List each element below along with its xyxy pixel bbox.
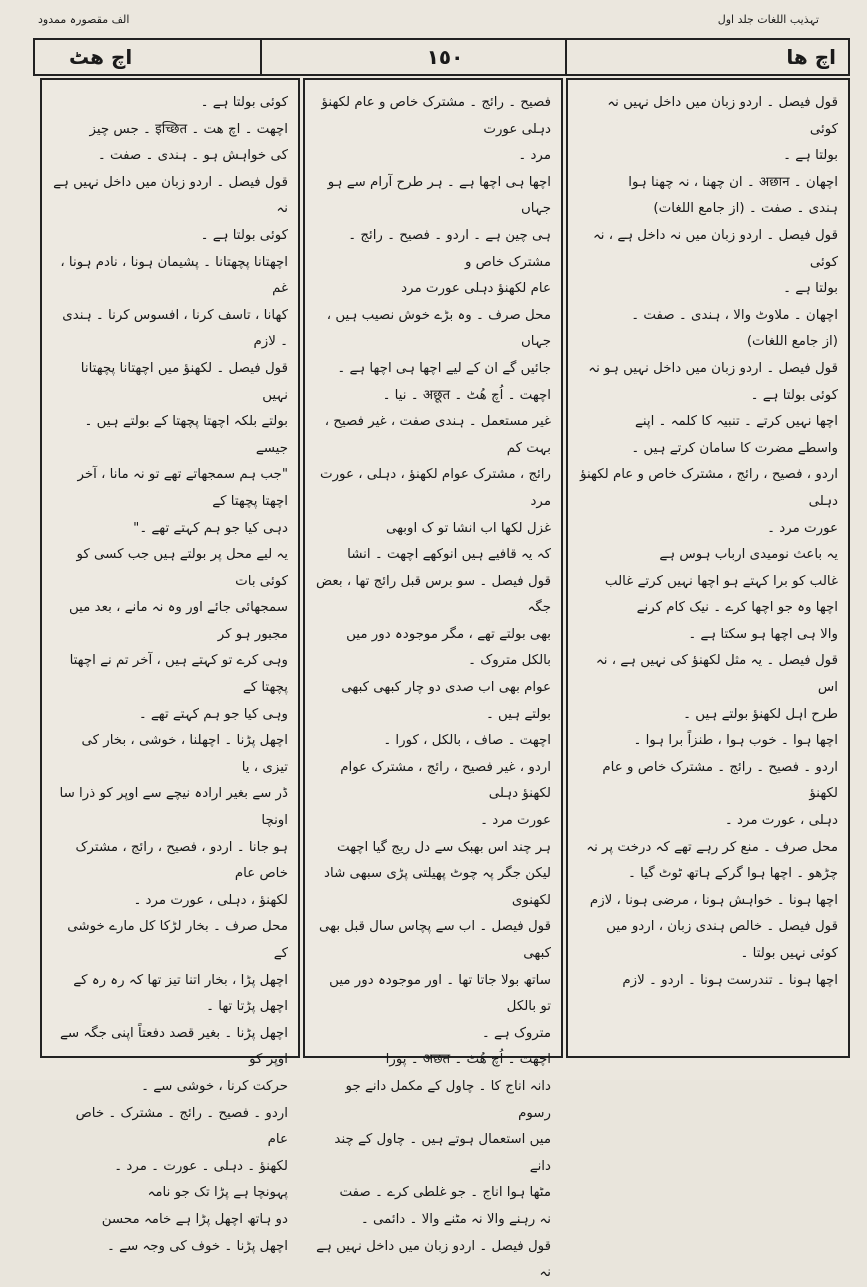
header-divider-left [260, 40, 262, 74]
header-left-word: اچ ھٹ [69, 45, 133, 69]
column-middle [303, 78, 563, 1281]
header-divider-right [565, 40, 567, 74]
column-right-text: قول فیصل ۔ اردو زبان میں داخل نہیں نہ کوئی بولتا ہے ۔ اچھان ۔ अछान ۔ ان چھنا ، نہ چھنا ہوا ہندی ۔ صفت ۔ (از جامع اللغات) قول فیصل ۔ اردو زبان میں نہ داخل ہے ، نہ کوئی بولتا ہے ۔ اچھان ۔ ملاوٹ والا ، ہندی ۔ صفت ۔ (از جامع اللغات) قول فیصل ۔ اردو زبان میں داخل نہیں ہو نہ کوئی بولتا ہے ۔ اچھا نہیں کرتے ۔ تنبیہ کا کلمہ ۔ اپنے واسطے مضرت کا سامان کرتے ہیں ۔ اردو ، فصیح ، رائج ، مشترک خاص و عام لکھنؤ دہلی عورت مرد ۔ یہ باعث نومیدی ارباب ہوس ہے غالب کو برا کہتے ہو اچھا نہیں کرتے غالب اچھا وہ جو اچھا کرے ۔ نیک کام کرنے والا ہی اچھا ہو سکتا ہے ۔ قول فیصل ۔ یہ مثل لکھنؤ کی نہیں ہے ، نہ اس طرح اہل لکھنؤ بولتے ہیں ۔ اچھا ہوا ۔ خوب ہوا ، طنزاً برا ہوا ۔ اردو ۔ فصیح ۔ رائج ۔ مشترک خاص و عام لکھنؤ دہلی ، عورت مرد ۔ محل صرف ۔ منع کر رہے تھے کہ درخت پر نہ چڑھو ۔ اچھا ہوا گرکے ہاتھ ٹوٹ گیا ۔ اچھا ہونا ۔ خواہش ہونا ، مرضی ہونا ، لازم قول فیصل ۔ خالص ہندی زبان ، اردو میں کوئی نہیں بولتا ۔ اچھا ہونا ۔ تندرست ہونا ۔ اردو ۔ لازم [580, 95, 838, 988]
page-number: ١٥٠ [426, 45, 464, 69]
page-header-box [33, 38, 850, 76]
running-head-left: الف مقصورہ ممدود [38, 13, 130, 26]
column-left [40, 78, 300, 1254]
column-left-text: کوئی بولتا ہے ۔ اچھت ۔ اچ ھت ۔ इच्छित ۔ جس چیز کی خواہش ہو ۔ ہندی ۔ صفت ۔ قول فیصل ۔ اردو زبان میں داخل نہیں ہے نہ کوئی بولتا ہے ۔ اچھتانا پچھتانا ۔ پشیمان ہونا ، نادم ہونا ، غم کھانا ، تاسف کرنا ، افسوس کرنا ۔ ہندی ۔ لازم قول فیصل ۔ لکھنؤ میں اچھتانا پچھتانا نہیں بولتے بلکہ اچھتا پچھتا کے بولتے ہیں ۔ جیسے "جب ہم سمجھاتے تھے تو نہ مانا ، آخر اچھتا پچھتا کے دہی کیا جو ہم کہتے تھے ۔" یہ لیے محل پر بولتے ہیں جب کسی کو کوئی بات سمجھائی جائے اور وہ نہ مانے ، بعد میں مجبور ہو کر وہی کرے تو کہتے ہیں ، آخر تم نے اچھتا پچھتا کے وہی کیا جو ہم کہتے تھے ۔ اچھل پڑنا ۔ اچھلنا ، خوشی ، بخار کی تیزی ، یا ڈر سے بغیر ارادہ نیچے سے اوپر کو ذرا سا اونچا ہو جانا ۔ اردو ، فصیح ، رائج ، مشترک خاص عام لکھنؤ ، دہلی ، عورت مرد ۔ محل صرف ۔ بخار لڑکا کل مارے خوشی کے اچھل پڑا ، بخار اتنا تیز تھا کہ رہ رہ کے اچھل پڑتا تھا ۔ اچھل پڑنا ۔ بغیر قصد دفعتاً اپنی جگہ سے اوپر کو حرکت کرنا ، خوشی سے ۔ اردو ۔ فصیح ۔ رائج ۔ مشترک ۔ خاص عام لکھنؤ ۔ دہلی ۔ عورت ۔ مرد ۔ پہونچا ہے پڑا تک جو نامہ دو ہاتھ اچھل پڑا ہے خامہ محسن اچھل پڑنا ۔ خوف کی وجہ سے ۔ [53, 95, 288, 1254]
column-right [566, 78, 850, 1058]
column-middle-text: فصیح ۔ رائج ۔ مشترک خاص و عام لکھنؤ دہلی عورت مرد ۔ اچھا ہی اچھا ہے ۔ ہر طرح آرام سے ہو جہاں ہی چین ہے ۔ اردو ۔ فصیح ۔ رائج ۔ مشترک خاص و عام لکھنؤ دہلی عورت مرد محل صرف ۔ وہ بڑے خوش نصیب ہیں ، جہاں جائیں گے ان کے لیے اچھا ہی اچھا ہے ۔ اچھت ۔ اُچ ھُٹ ۔ अछूत ۔ نیا ۔ غیر مستعمل ۔ ہندی صفت ، غیر فصیح ، بہت کم رائج ، مشترک عوام لکھنؤ ، دہلی ، عورت مرد غزل لکھا اب انشا تو ک اوبھی کہ یہ قافیے ہیں انوکھے اچھت ۔ انشا قول فیصل ۔ سو برس قبل رائج تھا ، بعض جگہ بھی بولتے تھے ، مگر موجودہ دور میں بالکل متروک ۔ عوام بھی اب صدی دو چار کبھی کبھی بولتے ہیں ۔ اچھت ۔ صاف ، بالکل ، کورا ۔ اردو ، غیر فصیح ، رائج ، مشترک عوام لکھنؤ دہلی عورت مرد ۔ ہر چند اس بھبک سے دل ریج گیا اچھت لیکن جگر پہ چوٹ پھیلتی پڑی سبھی شاد لکھنوی قول فیصل ۔ اب سے پچاس سال قبل بھی کبھی ساتھ بولا جاتا تھا ۔ اور موجودہ دور میں تو بالکل متروک ہے ۔ اچھت ۔ اُچ ھُٹ ۔ अछत ۔ پورا دانہ اناج کا ۔ چاول کے مکمل دانے جو رسوم میں استعمال ہوتے ہیں ۔ چاول کے چند دانے مٹھا ہوا اناج ۔ جو غلطی کرے ۔ صفت نہ رہنے والا نہ مٹنے والا ۔ دائمی ۔ قول فیصل ۔ اردو زبان میں داخل نہیں ہے نہ [315, 95, 551, 1281]
header-right-word: اچ ھا [786, 45, 836, 69]
running-head-right: تہذیب اللغات جلد اول [717, 13, 819, 26]
